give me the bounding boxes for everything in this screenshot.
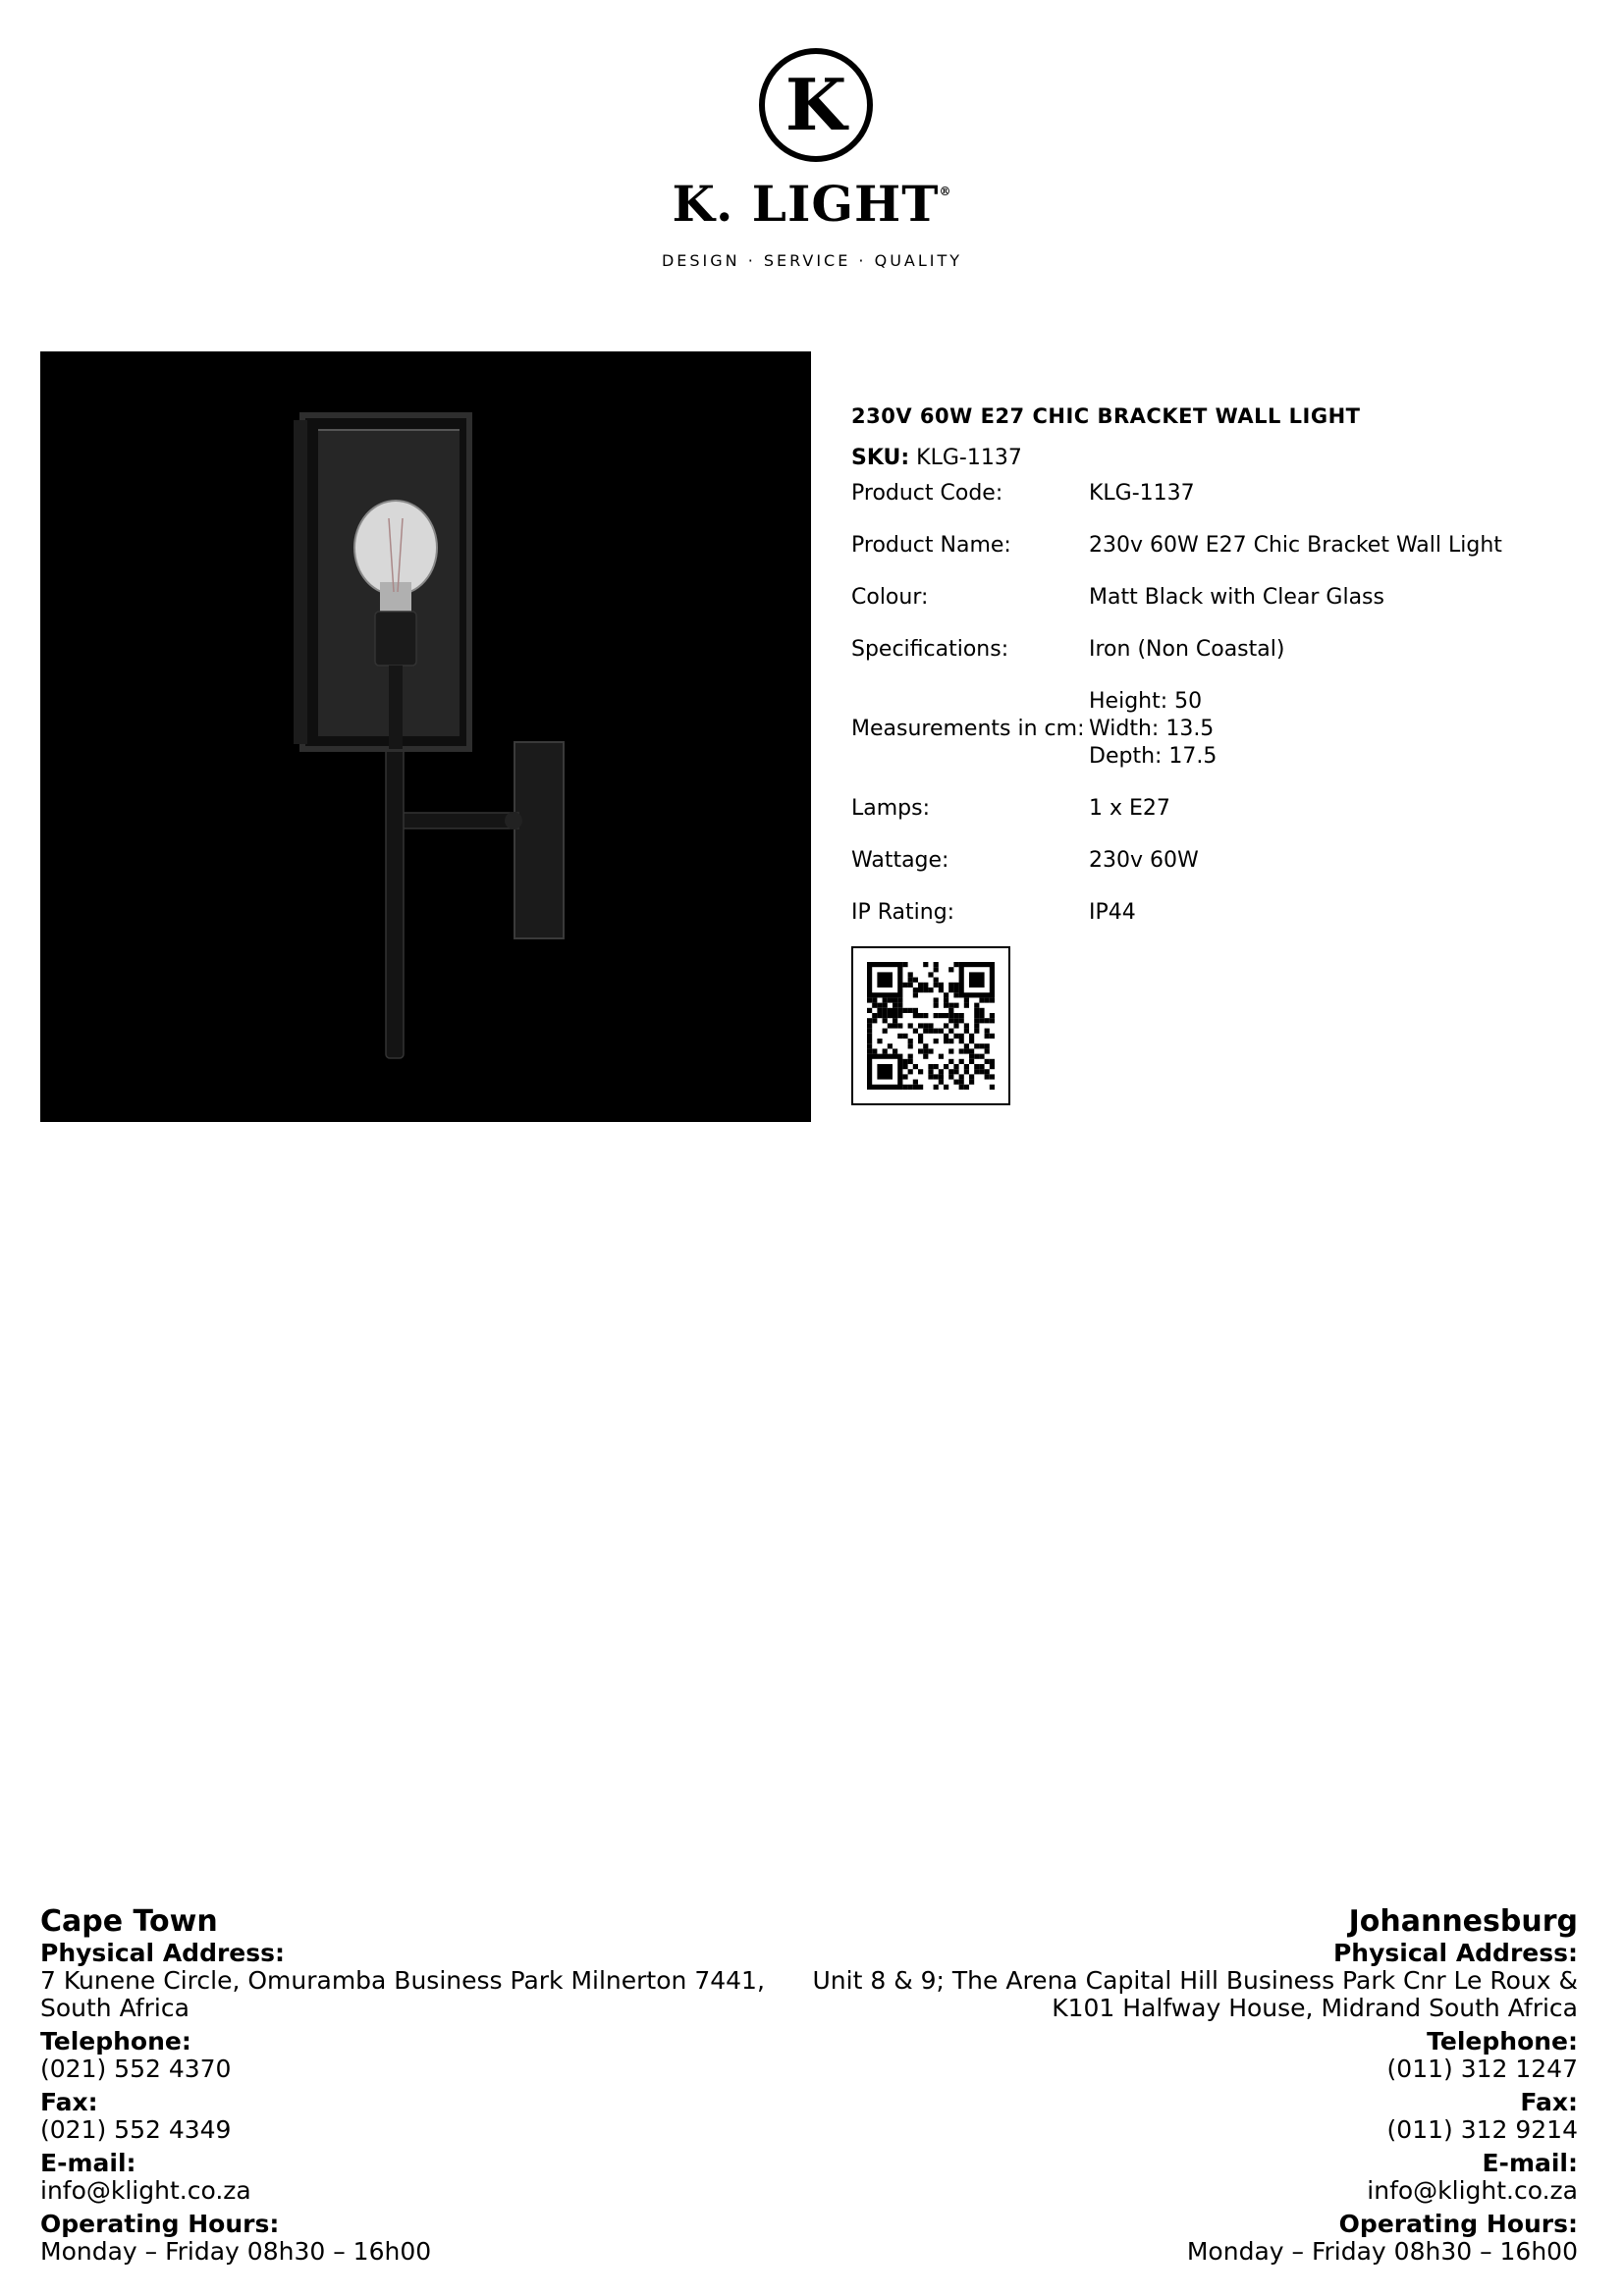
fax-value: (011) 312 9214 [1386, 2115, 1578, 2144]
brand-header [0, 0, 1624, 294]
fax-label: Fax: [1520, 2088, 1578, 2116]
spec-row: IP Rating: IP44 [851, 900, 1136, 925]
telephone-label: Telephone: [1427, 2027, 1578, 2056]
hours-label: Operating Hours: [40, 2210, 280, 2238]
office-city: Cape Town [40, 1904, 218, 1939]
email-value: info@klight.co.za [40, 2176, 251, 2205]
product-title: 230V 60W E27 CHIC BRACKET WALL LIGHT [851, 404, 1361, 428]
sku-line [851, 446, 1597, 470]
hours-value: Monday – Friday 08h30 – 16h00 [40, 2237, 432, 2266]
fax-label: Fax: [40, 2088, 98, 2116]
svg-text:K: K [785, 63, 847, 146]
qr-code [851, 946, 1010, 1105]
hours-label: Operating Hours: [1338, 2210, 1578, 2238]
hours-value: Monday – Friday 08h30 – 16h00 [1186, 2237, 1578, 2266]
product-details [851, 404, 1597, 951]
telephone-value: (021) 552 4370 [40, 2055, 232, 2083]
office-johannesburg [792, 1904, 1578, 2266]
spec-row: Wattage: 230v 60W [851, 848, 1199, 873]
office-city: Johannesburg [1348, 1904, 1578, 1939]
sku-value: KLG-1137 [916, 446, 1022, 470]
registered-mark: ® [939, 185, 952, 198]
brand-tagline: DESIGN · SERVICE · QUALITY [661, 251, 963, 270]
sku-label: SKU: [851, 446, 910, 470]
email-label: E-mail: [40, 2149, 136, 2177]
address-value: 7 Kunene Circle, Omuramba Business Park Milnerton 7441, South Africa [40, 1966, 765, 2022]
telephone-value: (011) 312 1247 [1386, 2055, 1578, 2083]
spec-row: Colour: Matt Black with Clear Glass [851, 585, 1384, 610]
spec-row: Product Name: 230v 60W E27 Chic Bracket Wall Light [851, 533, 1502, 558]
address-value: Unit 8 & 9; The Arena Capital Hill Business Park Cnr Le Roux & K101 Halfway House, Midrand South Africa [812, 1966, 1578, 2022]
office-cape-town [40, 1904, 826, 2266]
wall-light-illustration [40, 351, 811, 1122]
email-value: info@klight.co.za [1367, 2176, 1578, 2205]
spec-table [851, 480, 1502, 951]
spec-row: Lamps: 1 x E27 [851, 796, 1170, 821]
address-label: Physical Address: [40, 1939, 286, 1967]
address-label: Physical Address: [1332, 1939, 1578, 1967]
product-image [40, 351, 811, 1122]
brand-name: K. LIGHT® [672, 175, 952, 233]
spec-row: Measurements in cm: Height: 50 Width: 13.5 Depth: 17.5 [851, 689, 1218, 769]
spec-row: Specifications: Iron (Non Coastal) [851, 637, 1285, 662]
brand-logo-icon [758, 47, 874, 163]
qr-code-icon [853, 948, 1008, 1103]
fax-value: (021) 552 4349 [40, 2115, 232, 2144]
email-label: E-mail: [1482, 2149, 1578, 2177]
spec-row: Product Code: KLG-1137 [851, 481, 1195, 506]
telephone-label: Telephone: [40, 2027, 191, 2056]
